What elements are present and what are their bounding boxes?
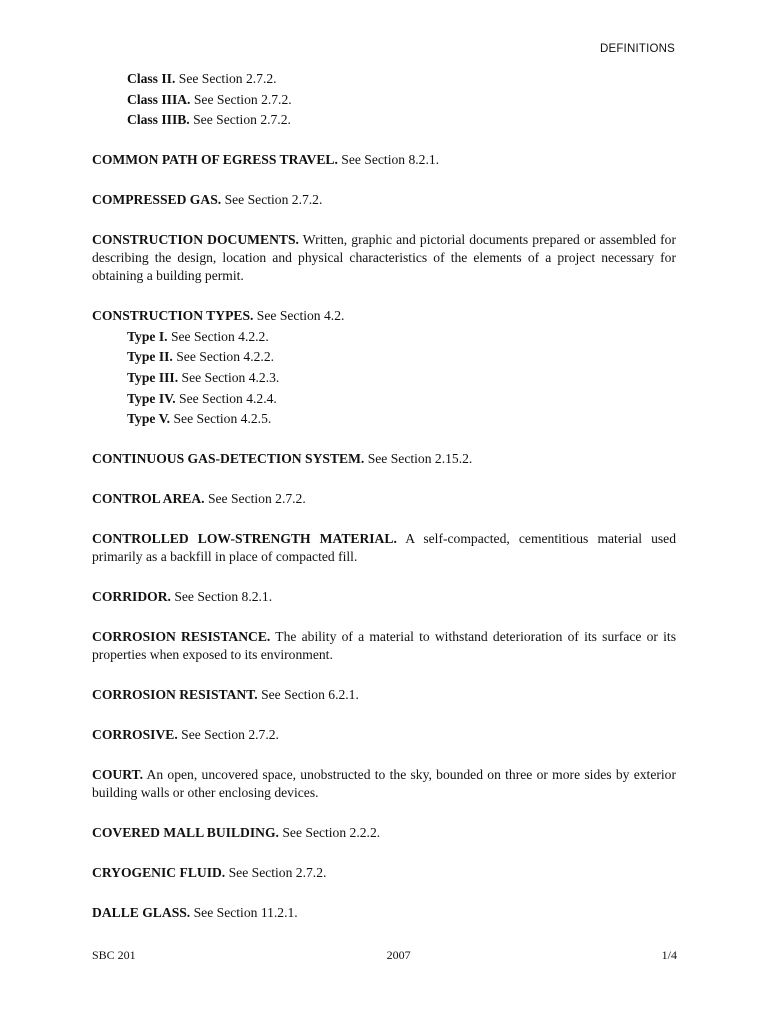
definition-text: See Section 4.2.2. [172,349,275,365]
definition-term: CONTROL AREA. [92,491,205,507]
definition-text: See Section 2.2.2. [278,825,381,841]
footer-page-number: 1/4 [661,948,677,962]
definition-entry [92,726,676,744]
definition-entry [92,628,676,664]
definition-term: Type IV. [127,390,176,406]
definition-text: An open, uncovered space, unobstructed to the sky, bounded on three or more sides by exterior building walls or other enclosing devices. [92,767,676,801]
definition-term: CRYOGENIC FLUID. [92,865,226,881]
definition-term: COURT. [92,767,144,783]
footer-code: SBC 201 [92,948,136,962]
definition-term: CORROSION RESISTANCE. [92,629,271,645]
definition-entry [92,231,676,285]
definition-entry [92,686,676,704]
page-footer [92,948,677,963]
definition-term: CONSTRUCTION TYPES. [92,308,254,324]
definition-text: See Section 2.7.2. [204,491,306,507]
definition-text: See Section 2.7.2. [189,112,291,128]
definition-entry [92,588,676,606]
definition-term: COMMON PATH OF EGRESS TRAVEL. [92,152,338,168]
definition-text: See Section 2.15.2. [364,451,473,467]
page-header-section: DEFINITIONS [599,43,675,55]
definition-entry [92,151,676,169]
definition-text: See Section 2.7.2. [190,91,292,107]
definition-term: DALLE GLASS. [92,905,191,921]
definition-entry [92,390,676,408]
definition-term: CONTROLLED LOW-STRENGTH MATERIAL. [92,531,397,547]
definition-text: See Section 4.2.3. [178,369,280,385]
definition-entry [92,450,676,468]
definition-term: CONSTRUCTION DOCUMENTS. [92,232,299,248]
definition-entry [92,111,676,129]
definition-text: See Section 4.2.2. [167,328,269,344]
definition-text: See Section 4.2. [253,308,345,324]
definition-text: See Section 11.2.1. [190,905,298,921]
footer-year: 2007 [386,948,411,962]
definition-text: See Section 6.2.1. [257,687,359,703]
definition-text: See Section 4.2.5. [170,411,272,427]
definition-entry [92,766,676,802]
definition-term: CORROSIVE. [92,727,178,743]
definition-entry [92,328,676,346]
definition-text: See Section 8.2.1. [337,152,440,168]
definition-term: CORRIDOR. [92,589,171,605]
definition-term: Class II. [127,71,176,86]
definition-entry [92,91,676,109]
definition-entry [92,70,676,88]
definition-entry [92,824,676,842]
definition-term: Class IIIB. [127,112,190,128]
definition-text: See Section 2.7.2. [177,727,279,743]
definition-entry [92,348,676,366]
definition-term: CONTINUOUS GAS-DETECTION SYSTEM. [92,451,365,467]
definition-term: Type II. [127,349,173,365]
definition-term: Type I. [127,328,168,344]
definitions-list [92,70,676,944]
definition-text: See Section 2.7.2. [225,865,327,881]
definition-text: See Section 2.7.2. [175,71,277,86]
definition-entry [92,530,676,566]
definition-term: COVERED MALL BUILDING. [92,825,279,841]
definition-term: Type III. [127,369,179,385]
definition-term: Type V. [127,411,171,427]
definition-entry [92,307,676,325]
definition-entry [92,864,676,882]
definition-text: See Section 2.7.2. [221,192,323,208]
definition-term: CORROSION RESISTANT. [92,687,258,703]
definition-term: COMPRESSED GAS. [92,192,222,208]
definition-text: The ability of a material to withstand deterioration of its surface or its properties when exposed to its environment. [92,629,676,663]
definition-entry [92,490,676,508]
definition-text: Written, graphic and pictorial documents prepared or assembled for describing the design, location and physical characteristics of the elements of a project necessary for obtaining a building permit. [92,232,676,284]
definition-entry [92,904,676,922]
definition-text: See Section 4.2.4. [175,390,277,406]
definition-entry [92,410,676,428]
definition-entry [92,369,676,387]
definition-text: See Section 8.2.1. [170,589,273,605]
definition-text: A self-compacted, cementitious material used primarily as a backfill in place of compacted fill. [92,531,676,565]
definition-term: Class IIIA. [127,91,191,107]
definition-entry [92,191,676,209]
